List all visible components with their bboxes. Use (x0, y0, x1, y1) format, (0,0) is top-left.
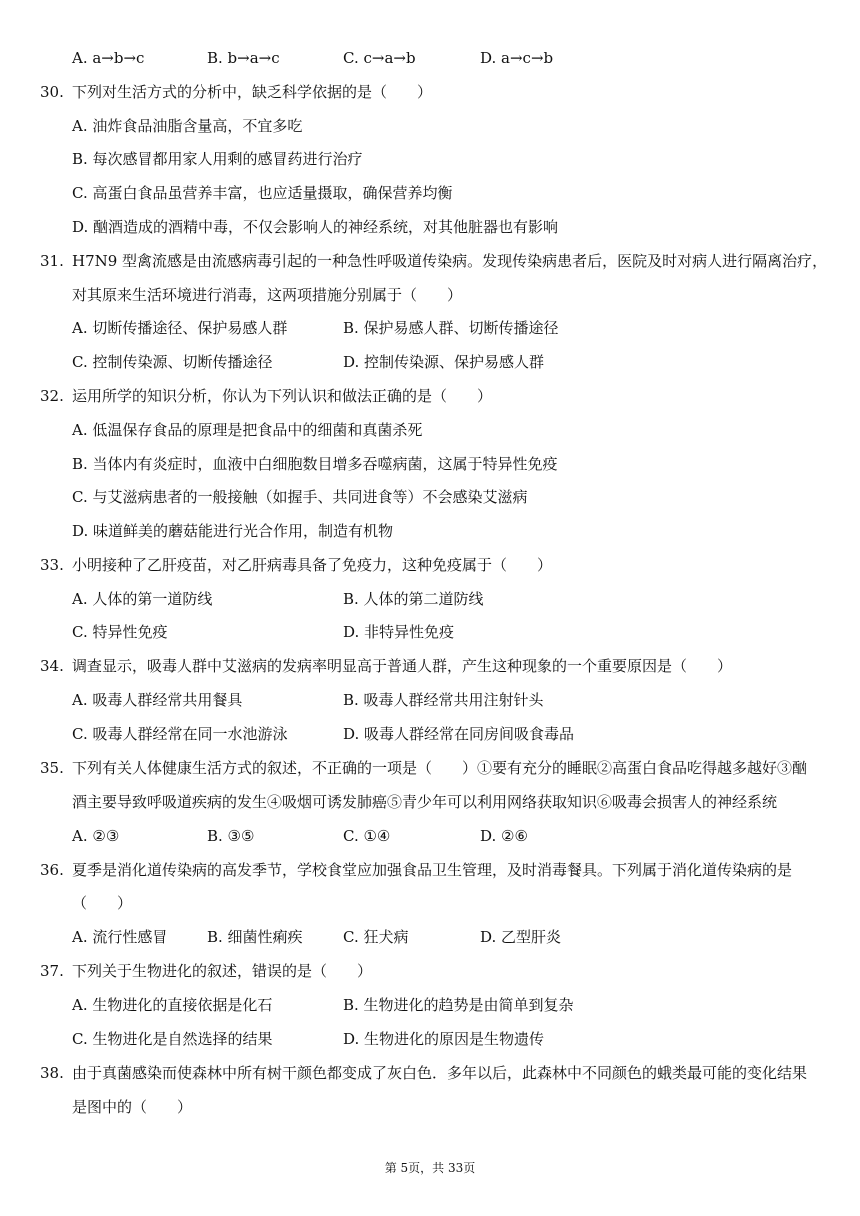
option-d: D. 控制传染源、保护易感人群 (343, 353, 545, 371)
option-d: D. ②⑥ (480, 827, 528, 845)
option-a: A. 生物进化的直接依据是化石 (72, 996, 273, 1014)
option-c: C. c→a→b (343, 49, 416, 67)
question-number: 37. (40, 962, 64, 980)
option-a: A. 流行性感冒 (72, 928, 168, 946)
option-a: A. 人体的第一道防线 (72, 590, 213, 608)
option-d: D. 吸毒人群经常在同房间吸食毒品 (343, 725, 575, 743)
option-c: C. 与艾滋病患者的一般接触（如握手、共同进食等）不会感染艾滋病 (72, 488, 528, 506)
option-b: B. b→a→c (207, 49, 280, 67)
question-text: H7N9 型禽流感是由流感病毒引起的一种急性呼吸道传染病。发现传染病患者后，医院及时对病人进行隔离治疗， (72, 252, 828, 270)
question-text: 下列有关人体健康生活方式的叙述，不正确的一项是（ ）①要有充分的睡眠②高蛋白食品吃得越多越好③酗 (72, 759, 808, 777)
option-c: C. 吸毒人群经常在同一水池游泳 (72, 725, 288, 743)
option-b: B. 当体内有炎症时，血液中白细胞数目增多吞噬病菌，这属于特异性免疫 (72, 455, 558, 473)
question-text: 是图中的（ ） (72, 1098, 193, 1116)
option-b: B. 细菌性痢疾 (207, 928, 303, 946)
question-text: 运用所学的知识分析，你认为下列认识和做法正确的是（ ） (72, 387, 493, 405)
question-number: 30. (40, 83, 64, 101)
option-c: C. 高蛋白食品虽营养丰富，也应适量摄取，确保营养均衡 (72, 184, 453, 202)
option-b: B. 每次感冒都用家人用剩的感冒药进行治疗 (72, 150, 363, 168)
question-text: 小明接种了乙肝疫苗，对乙肝病毒具备了免疫力，这种免疫属于（ ） (72, 556, 553, 574)
option-d: D. a→c→b (480, 49, 554, 67)
option-c: C. 狂犬病 (343, 928, 409, 946)
question-text: 由于真菌感染而使森林中所有树干颜色都变成了灰白色．多年以后，此森林中不同颜色的蛾类最可能的变化结果 (72, 1064, 808, 1082)
question-text: 夏季是消化道传染病的高发季节，学校食堂应加强食品卫生管理，及时消毒餐具。下列属于消化道传染病的是 (72, 861, 793, 879)
question-text: 对其原来生活环境进行消毒，这两项措施分别属于（ ） (72, 286, 463, 304)
option-a: A. 油炸食品油脂含量高，不宜多吃 (72, 117, 303, 135)
question-text: 下列关于生物进化的叙述，错误的是（ ） (72, 962, 373, 980)
option-d: D. 酗酒造成的酒精中毒，不仅会影响人的神经系统，对其他脏器也有影响 (72, 218, 559, 236)
option-b: B. 保护易感人群、切断传播途径 (343, 319, 559, 337)
question-text: 调查显示，吸毒人群中艾滋病的发病率明显高于普通人群，产生这种现象的一个重要原因是（ ） (72, 657, 733, 675)
option-d: D. 味道鲜美的蘑菇能进行光合作用，制造有机物 (72, 522, 394, 540)
option-a: A. a→b→c (72, 49, 145, 67)
question-number: 33. (40, 556, 64, 574)
question-text: 下列对生活方式的分析中，缺乏科学依据的是（ ） (72, 83, 433, 101)
option-b: B. ③⑤ (207, 827, 255, 845)
option-a: A. 吸毒人群经常共用餐具 (72, 691, 243, 709)
question-number: 32. (40, 387, 64, 405)
option-c: C. 生物进化是自然选择的结果 (72, 1030, 273, 1048)
option-a: A. 切断传播途径、保护易感人群 (72, 319, 288, 337)
option-c: C. 控制传染源、切断传播途径 (72, 353, 273, 371)
question-number: 35. (40, 759, 64, 777)
option-c: C. ①④ (343, 827, 391, 845)
option-d: D. 乙型肝炎 (480, 928, 562, 946)
option-a: A. 低温保存食品的原理是把食品中的细菌和真菌杀死 (72, 421, 423, 439)
question-text: （ ） (72, 894, 133, 912)
option-d: D. 生物进化的原因是生物遗传 (343, 1030, 545, 1048)
question-number: 31. (40, 252, 64, 270)
page-footer: 第 5页，共 33页 (384, 1161, 476, 1175)
option-a: A. ②③ (72, 827, 120, 845)
question-number: 34. (40, 657, 64, 675)
option-b: B. 人体的第二道防线 (343, 590, 484, 608)
option-c: C. 特异性免疫 (72, 623, 168, 641)
question-number: 36. (40, 861, 64, 879)
option-b: B. 生物进化的趋势是由简单到复杂 (343, 996, 574, 1014)
option-b: B. 吸毒人群经常共用注射针头 (343, 691, 544, 709)
option-d: D. 非特异性免疫 (343, 623, 455, 641)
question-text: 酒主要导致呼吸道疾病的发生④吸烟可诱发肺癌⑤青少年可以利用网络获取知识⑥吸毒会损害人的神经系统 (72, 793, 778, 811)
question-number: 38. (40, 1064, 64, 1082)
